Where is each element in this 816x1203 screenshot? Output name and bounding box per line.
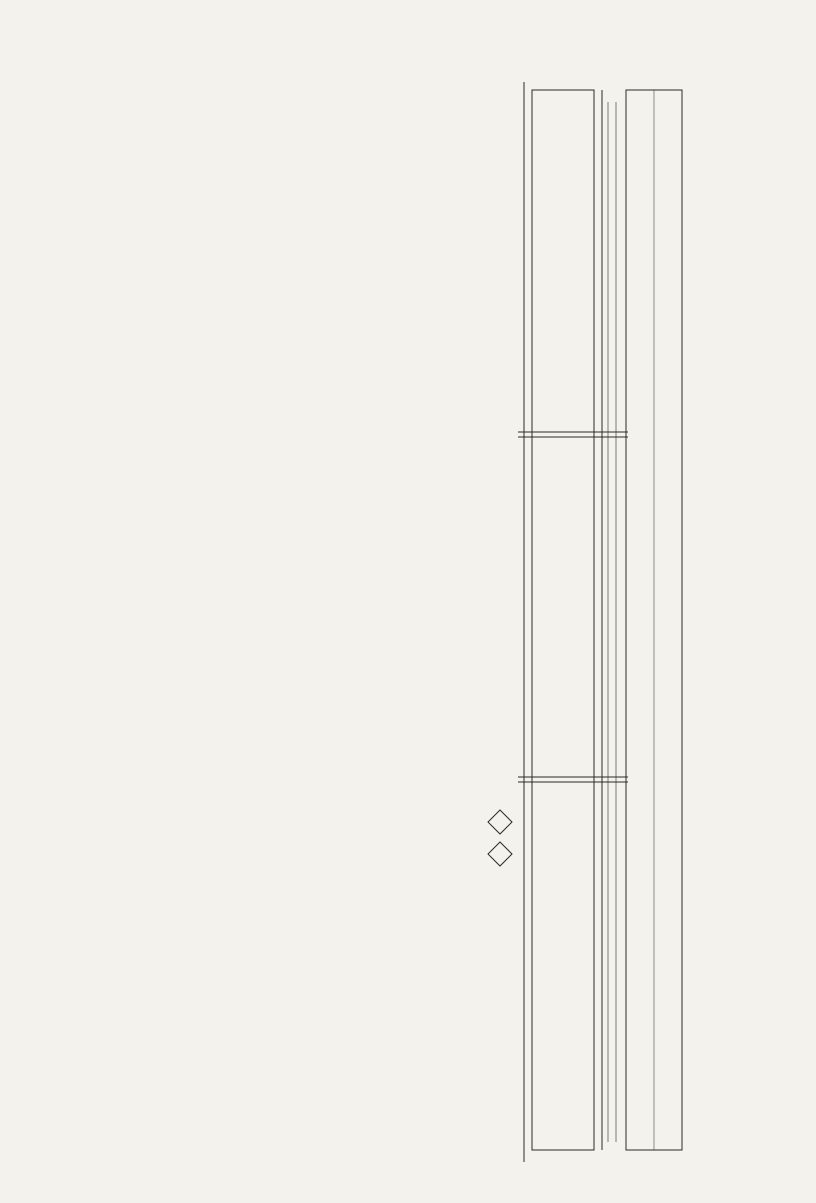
train-technical-drawing [478,62,724,1182]
side-view-outline [532,90,594,1150]
